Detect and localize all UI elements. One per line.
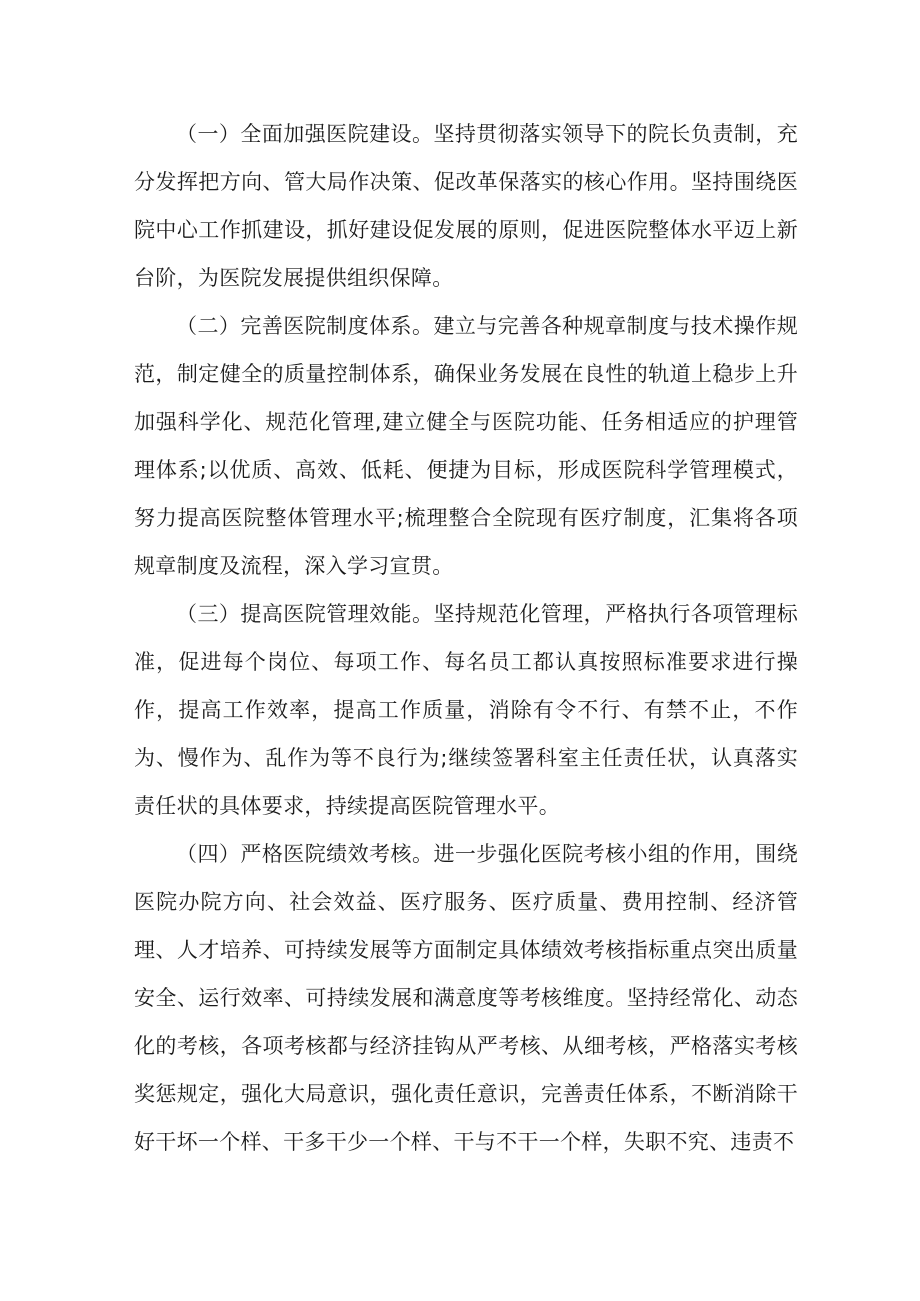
paragraph-hospital-system: （二）完善医院制度体系。建立与完善各种规章制度与技术操作规范，制定健全的质量控制体系，确保业务发展在良性的轨道上稳步上升加强科学化、规范化管理,建立健全与医院功能、任务相适应的护理管理体系;以优质、高效、低耗、便捷为目标，形成医院科学管理模式，努力提高医院整体管理水平;梳理整合全院现有医疗制度，汇集将各项规章制度及流程，深入学习宣贯。 (134, 314, 798, 578)
document-body (134, 110, 798, 1166)
paragraph-performance-assessment: （四）严格医院绩效考核。进一步强化医院考核小组的作用，围绕医院办院方向、社会效益、医疗服务、医疗质量、费用控制、经济管理、人才培养、可持续发展等方面制定具体绩效考核指标重点突出质量安全、运行效率、可持续发展和满意度等考核维度。坚持经常化、动态化的考核，各项考核都与经济挂钩从严考核、从细考核，严格落实考核奖惩规定，强化大局意识，强化责任意识，完善责任体系，不断消除干好干坏一个样、干多干少一个样、干与不干一个样，失职不究、违责不 (134, 842, 798, 1154)
paragraph-management-efficiency: （三）提高医院管理效能。坚持规范化管理，严格执行各项管理标准，促进每个岗位、每项工作、每名员工都认真按照标准要求进行操作，提高工作效率，提高工作质量，消除有令不行、有禁不止，不作为、慢作为、乱作为等不良行为;继续签署科室主任责任状，认真落实责任状的具体要求，持续提高医院管理水平。 (134, 602, 798, 818)
paragraph-hospital-construction: （一）全面加强医院建设。坚持贯彻落实领导下的院长负责制，充分发挥把方向、管大局作决策、促改革保落实的核心作用。坚持围绕医院中心工作抓建设，抓好建设促发展的原则，促进医院整体水平迈上新台阶，为医院发展提供组织保障。 (134, 122, 798, 290)
